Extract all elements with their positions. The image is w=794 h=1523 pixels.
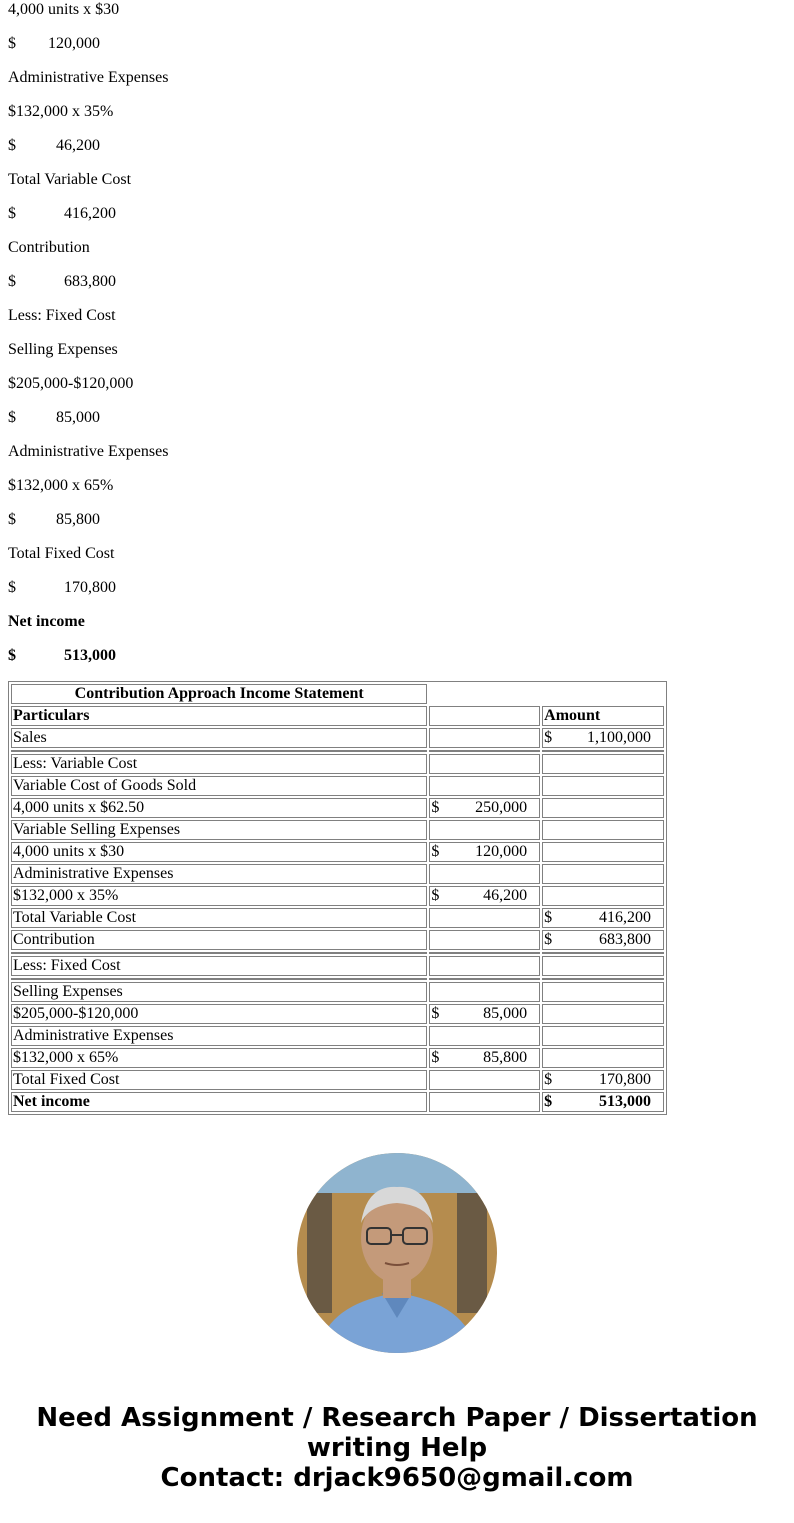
currency-symbol: $ <box>431 887 440 904</box>
amount-value: 120,000 <box>475 843 528 860</box>
currency-symbol: $ <box>431 1005 440 1022</box>
table-row <box>11 1070 664 1090</box>
currency-symbol: $ <box>431 843 440 860</box>
row-label: Total Fixed Cost <box>11 1070 427 1090</box>
table-row <box>11 798 664 818</box>
empty-cell <box>429 930 540 950</box>
text-line: $ 683,800 <box>8 273 116 290</box>
row-label: 4,000 units x $62.50 <box>11 798 427 818</box>
portrait-image <box>297 1153 497 1353</box>
header-middle <box>429 706 540 726</box>
table-row <box>11 956 664 976</box>
empty-cell <box>542 754 664 774</box>
row-label: Sales <box>11 728 427 748</box>
currency-symbol: $ <box>544 729 553 746</box>
row-label: Variable Cost of Goods Sold <box>11 776 427 796</box>
table-row <box>11 754 664 774</box>
empty-cell <box>542 842 664 862</box>
currency-symbol: $ <box>431 799 440 816</box>
header-particulars: Particulars <box>11 706 427 726</box>
text-line: $132,000 x 35% <box>8 103 114 120</box>
row-label: Contribution <box>11 930 427 950</box>
table-title: Contribution Approach Income Statement <box>11 684 427 704</box>
row-label: $132,000 x 35% <box>11 886 427 906</box>
text-line: Administrative Expenses <box>8 69 169 86</box>
author-avatar <box>297 1153 497 1353</box>
empty-cell <box>429 1092 540 1112</box>
text-line: $ 416,200 <box>8 205 116 222</box>
currency-symbol: $ <box>544 1093 553 1110</box>
header-amount: Amount <box>542 706 664 726</box>
text-line: $ 513,000 <box>8 647 116 664</box>
table-row <box>11 728 664 748</box>
row-label: Net income <box>11 1092 427 1112</box>
table-row <box>11 842 664 862</box>
empty-cell <box>542 820 664 840</box>
income-statement-table <box>8 681 667 1115</box>
table-row <box>11 1026 664 1046</box>
text-line: Less: Fixed Cost <box>8 307 116 324</box>
empty-cell <box>542 1048 664 1068</box>
text-line: $ 85,800 <box>8 511 100 528</box>
sub-amount-cell <box>429 886 540 906</box>
table-row <box>11 864 664 884</box>
amount-value: 1,100,000 <box>587 729 651 746</box>
table-title-row <box>11 684 664 704</box>
table-row <box>11 930 664 950</box>
row-label: $132,000 x 65% <box>11 1048 427 1068</box>
text-line: 4,000 units x $30 <box>8 1 120 18</box>
text-line: $ 46,200 <box>8 137 100 154</box>
row-label: $205,000-$120,000 <box>11 1004 427 1024</box>
text-line: Total Fixed Cost <box>8 545 115 562</box>
empty-cell <box>429 956 540 976</box>
row-label: Administrative Expenses <box>11 864 427 884</box>
text-line: Selling Expenses <box>8 341 118 358</box>
table-row <box>11 1048 664 1068</box>
empty-cell <box>429 1026 540 1046</box>
currency-symbol: $ <box>544 931 553 948</box>
amount-value: 416,200 <box>599 909 651 926</box>
empty-cell <box>542 798 664 818</box>
sub-amount-cell <box>429 798 540 818</box>
empty-cell <box>429 776 540 796</box>
row-separator <box>11 952 664 954</box>
amount-value: 250,000 <box>475 799 528 816</box>
text-line: $205,000-$120,000 <box>8 375 134 392</box>
empty-cell <box>542 956 664 976</box>
amount-cell <box>542 908 664 928</box>
currency-symbol: $ <box>544 909 553 926</box>
empty-cell <box>429 908 540 928</box>
amount-value: 46,200 <box>483 887 528 904</box>
table-header-row <box>11 706 664 726</box>
empty-cell <box>429 864 540 884</box>
empty-cell <box>429 754 540 774</box>
currency-symbol: $ <box>431 1049 440 1066</box>
empty-cell <box>542 1004 664 1024</box>
table-row <box>11 1092 664 1112</box>
text-line: Total Variable Cost <box>8 171 132 188</box>
sub-amount-cell <box>429 1048 540 1068</box>
empty-cell <box>429 1070 540 1090</box>
amount-value: 513,000 <box>599 1093 651 1110</box>
promo-line: Need Assignment / Research Paper / Dissertation writing Help <box>36 1403 758 1463</box>
row-separator <box>11 750 664 752</box>
table-row <box>11 982 664 1002</box>
amount-cell <box>542 1070 664 1090</box>
table-row <box>11 820 664 840</box>
row-label: Less: Fixed Cost <box>11 956 427 976</box>
row-separator <box>11 978 664 980</box>
empty-cell <box>542 776 664 796</box>
amount-cell <box>542 1092 664 1112</box>
empty-cell <box>542 864 664 884</box>
amount-value: 170,800 <box>599 1071 651 1088</box>
sub-amount-cell <box>429 1004 540 1024</box>
table-row <box>11 886 664 906</box>
row-label: Less: Variable Cost <box>11 754 427 774</box>
text-line: $ 170,800 <box>8 579 116 596</box>
row-label: Total Variable Cost <box>11 908 427 928</box>
empty-cell <box>542 1026 664 1046</box>
text-line: Administrative Expenses <box>8 443 169 460</box>
amount-cell <box>542 728 664 748</box>
row-label: Administrative Expenses <box>11 1026 427 1046</box>
empty-cell <box>542 982 664 1002</box>
empty-cell <box>542 886 664 906</box>
empty-cell <box>429 820 540 840</box>
amount-value: 683,800 <box>599 931 651 948</box>
row-label: Variable Selling Expenses <box>11 820 427 840</box>
row-label: Selling Expenses <box>11 982 427 1002</box>
text-line: Net income <box>8 613 85 630</box>
table-row <box>11 908 664 928</box>
amount-cell <box>542 930 664 950</box>
promo-footer <box>0 1403 794 1493</box>
amount-value: 85,000 <box>483 1005 528 1022</box>
empty-cell <box>429 728 540 748</box>
empty-cell <box>429 982 540 1002</box>
currency-symbol: $ <box>544 1071 553 1088</box>
text-line: $132,000 x 65% <box>8 477 114 494</box>
contact-line: Contact: drjack9650@gmail.com <box>160 1463 634 1493</box>
text-line: Contribution <box>8 239 90 256</box>
row-label: 4,000 units x $30 <box>11 842 427 862</box>
text-line: $ 85,000 <box>8 409 100 426</box>
amount-value: 85,800 <box>483 1049 528 1066</box>
sub-amount-cell <box>429 842 540 862</box>
text-line: $ 120,000 <box>8 35 100 52</box>
table-row <box>11 776 664 796</box>
table-row <box>11 1004 664 1024</box>
